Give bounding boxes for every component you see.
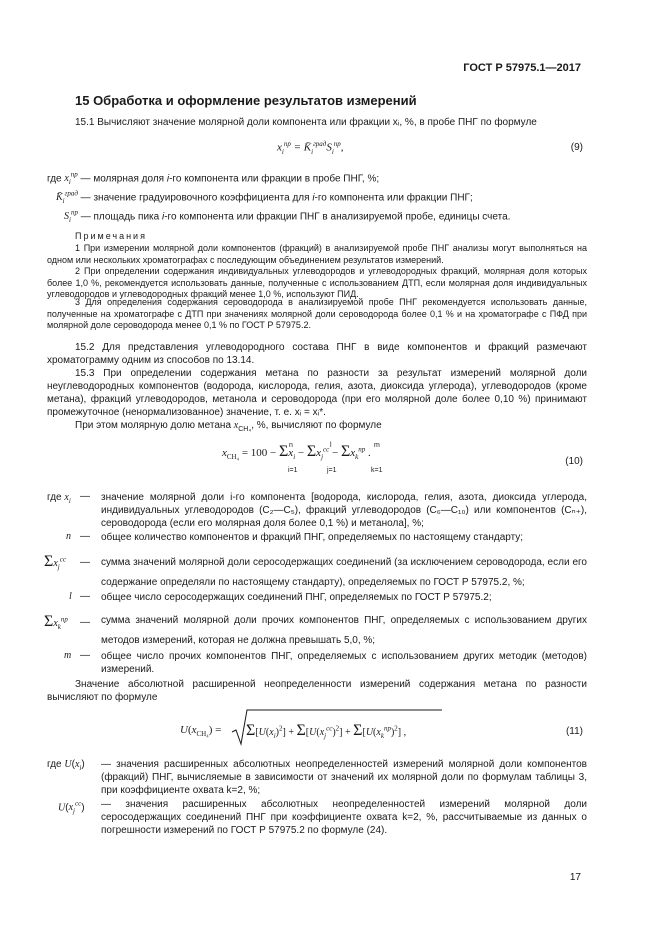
definition-s-pr: $S_i^{пр}$ — площадь пика i-го компонента или фракции ПНГ в анализируемой пробе, единицы счета.: [64, 209, 511, 225]
equation-number-9: (9): [570, 142, 583, 153]
def10-dash-4: —: [80, 591, 90, 602]
paragraph-15-1: 15.1 Вычисляют значение молярной доли компонента или фракции xᵢ, %, в пробе ПНГ по формуле: [75, 117, 537, 128]
formula-9: $x_i^{пр}$ = $K̄_i^{град}S_i^{пр}$,: [277, 140, 344, 156]
def10-dash-6: —: [80, 650, 90, 661]
def10-sym-m: m: [64, 650, 72, 661]
sum-limit-m: m: [374, 442, 380, 449]
sum-limit-n: n: [289, 442, 293, 449]
equation-number-10: (10): [565, 456, 583, 467]
def11-sym-2: $U(x_j^{cc})$: [58, 800, 85, 816]
def10-dash-1: —: [80, 491, 90, 502]
note-3: 3 Для определения содержания сероводорода в анализируемой пробе ПНГ рекомендуется использовать данные, полученные на хроматографе с ДТП при значениях молярной доли сероводорода более 0,1 % и на хроматографе с ПФД при молярной доле сероводорода менее 0,1 % по ГОСТ Р 57975.2.: [47, 297, 587, 330]
paragraph-15-3-b: При этом молярную долю метана $x_{CH_4}$, %, вычисляют по формуле: [75, 420, 382, 433]
def10-sym-sum-pr: $\Sigma x_k^{пр}$: [44, 613, 68, 631]
def10-text-5: сумма значений молярной доли прочих компонентов ПНГ, определяемых с использованием других методов измерений, которая не должна превышать 5,0, %;: [101, 615, 587, 646]
note-2: 2 При определении содержания индивидуальных углеводородов и углеводородных фракций, молярная доля которых более 1,0 %, рекомендуется использовать данные, полученные с использованием ДТП, если молярная доля индивидуальных углеводородов и углеводородных фракций менее 1,0 %, используют ПИД.: [47, 266, 587, 299]
equation-number-11: (11): [565, 726, 583, 737]
sum-limit-l: l: [330, 442, 332, 449]
section-title: 15 Обработка и оформление результатов измерений: [75, 93, 417, 108]
def10-text-1: значение молярной доли i-го компонента [водорода, кислорода, гелия, азота, диоксида углерода, индивидуальных углеводородов (C₂—C₅), фракций углеводородов (C₆—C₁₀) или компонентов (Cₙ₊), сероводорода (если его молярная доля более 0,1 %) и метанола], %;: [101, 492, 587, 529]
page-number: 17: [569, 872, 581, 883]
formula-10: $x_{CH_4} = 100 - \Sigma x_i - \Sigma x_j^{cc} - \Sigma x_k^{пр}$ .: [222, 443, 371, 462]
def10-sym-1: где $x_i$: [47, 492, 71, 505]
sum-limit-j: j=1: [327, 467, 337, 474]
paragraph-uncertainty: Значение абсолютной расширенной неопределенности измерений содержания метана по разности вычисляют по формуле: [47, 679, 587, 703]
def10-dash-5: —: [80, 617, 90, 628]
def10-sym-l: l: [69, 591, 72, 602]
notes-title: Примечания: [75, 231, 147, 241]
paragraph-15-2: 15.2 Для представления углеводородного состава ПНГ в виде компонентов и фракций размечают хроматограмму одним из способов по 13.14.: [47, 342, 587, 366]
paragraph-15-3: 15.3 При определении содержания метана по разности за результат измерений молярной доли неуглеводородных компонентов (водорода, кислорода, гелия, азота, диоксида углерода), углеводородов (кроме метана), фракций углеводородов, метанола и сероводорода (при его молярной доле более 0,10 %) принимают промежуточное (ненормализованное) значение, т. е. xᵢ = xᵢ*.: [47, 368, 587, 418]
def10-sym-n: n: [66, 531, 71, 542]
def11-text-2: — значения расширенных абсолютных неопределенностей измерений молярной доли серосодержащих соединений ПНГ при коэффициенте охвата k=2, %, рассчитываемые из данных о погрешности измерений по ГОСТ Р 57975.2 по формуле (24).: [101, 799, 587, 836]
definition-x-pr: где $x_i^{пр}$ — молярная доля i-го компонента или фракции в пробе ПНГ, %;: [47, 171, 380, 187]
def11-text-1: — значения расширенных абсолютных неопределенностей измерений молярной доли компонентов (фракций) ПНГ, вычисляемые в зависимости от значений их молярной доли по формулам таблицы 3, при коэффициенте охвата k=2, %;: [101, 759, 587, 796]
def11-sym-1: где $U(x_i)$: [47, 759, 85, 772]
def10-text-6: общее число прочих компонентов ПНГ, определяемых с использованием других методик (методов) измерений.: [101, 651, 587, 675]
def10-text-3: сумма значений молярной доли серосодержащих соединений (за исключением сероводорода, если его содержание определяли по настоящему стандарту), определяемых по ГОСТ Р 57975.2, %;: [101, 557, 587, 588]
formula-11-body: $\Sigma[U(x_i)^2] + \Sigma[U(x_j^{cc})^2] + \Sigma[U(x_k^{пр})^2]$ ,: [246, 722, 407, 740]
def10-dash-3: —: [80, 557, 90, 568]
sum-limit-k: k=1: [371, 467, 383, 474]
formula-11: $U(x_{CH_4})$ =: [180, 724, 222, 739]
sum-limit-i: i=1: [288, 467, 298, 474]
def10-text-2: общее количество компонентов и фракций ПНГ, определяемых по настоящему стандарту;: [101, 532, 524, 543]
def10-dash-2: —: [80, 531, 90, 542]
standard-header: ГОСТ Р 57975.1—2017: [463, 62, 581, 74]
def10-sym-sum-cc: $\Sigma x_j^{cc}$: [44, 553, 66, 571]
def10-text-4: общее число серосодержащих соединений ПНГ, определяемых по ГОСТ Р 57975.2;: [101, 592, 492, 603]
note-1: 1 При измерении молярной доли компонентов (фракций) в анализируемой пробе ПНГ анализы могут выполняться на одном или нескольких хроматографах с последующим объединением результатов измерений.: [47, 243, 587, 265]
definition-k-grad: $K̄_i^{град}$ — значение градуировочного коэффициента для i-го компонента или фракции ПНГ;: [56, 190, 473, 206]
